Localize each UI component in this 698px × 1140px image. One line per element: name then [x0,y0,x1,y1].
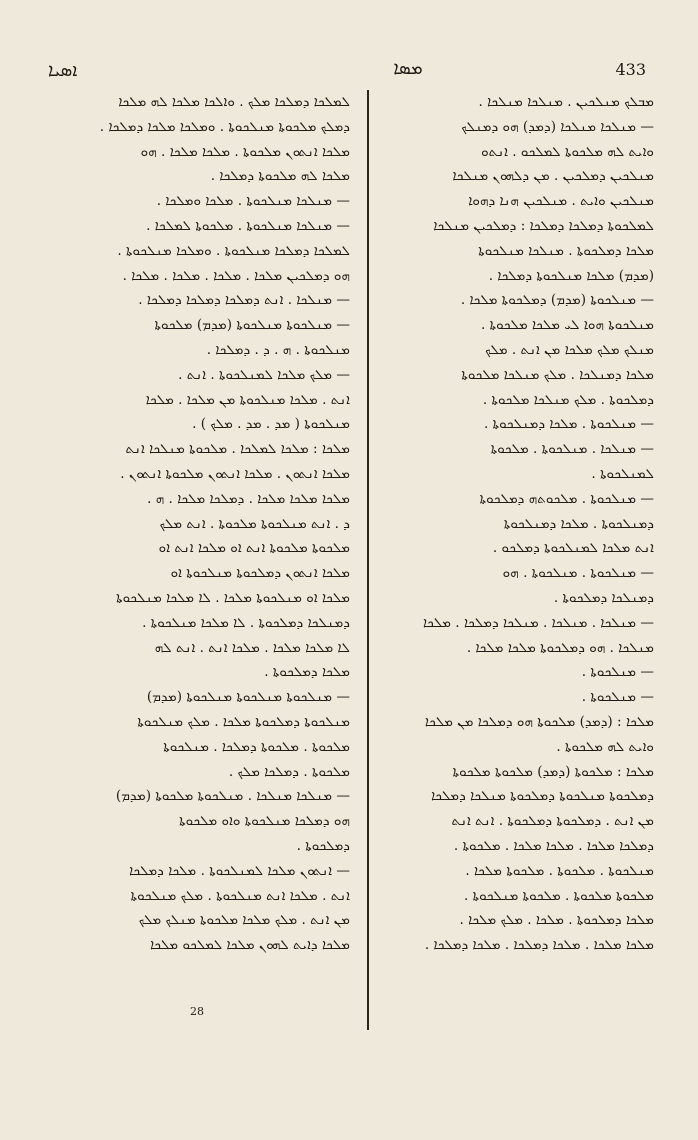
header-center-word: ܡܣܐ [393,58,423,79]
column-divider [367,90,369,1030]
text-line: — ܡܢܠܟܘܬܐ . [581,689,654,706]
text-line: ܘܐܝܬ ܠܗ ܡܠܟܘܬܐ ܠܡܠܟܘ . ܐܢܬܘ [481,143,654,160]
left-column-text [50,90,350,1030]
text-line: ܠܡܠܟܘܬܐ ܕܡܠܟܐ ܕܡܠܟܐ : ܕܡܠܟܝܢ ܡܢܠܟܐ [433,217,654,234]
text-line: ܡܠܟܘܬܐ . ܕܡܠܟܐ ܡܠܟ . [228,763,350,780]
text-line: — ܡܢܠܟܐ ܡܢܠܟܐ . ܡܢܠܟܘܬܐ ܡܠܟܘܬܐ (ܡܕܡ) [115,788,350,805]
text-line: ܕ . ܐܢܬ ܡܢܠܟܘܬܐ ܡܠܟܘܬܐ . ܐܢܬ ܡܠܟ [159,515,350,532]
text-line: ܡܠܟܐ : (ܕܡܕ) ܡܠܟܘܬܐ ܗܘ ܕܡܠܟܐ ܡܢ ܡܠܟܐ [424,713,654,730]
text-line: ܡܠܟܐ ܠܗ ܡܠܟܘܬܐ ܕܡܠܟܐ . [210,168,350,185]
text-line: ܡܠܟܐ ܡܠܟܐ ܡܠܟܐ . ܕܡܠܟܐ ܡܠܟܐ . ܗ . [147,490,350,507]
folio-number: 28 [190,1005,204,1018]
text-line: ܡܢ ܐܢܬ . ܕܡܠܟܘܬܐ ܕܡܠܟܘܬܐ . ܐܢܬ ܐܢܬ [451,813,654,830]
text-line: — ܡܢܠܟܘܬܐ . ܡܠܟܘܬܗ ܕܡܠܟܘܬܐ [479,490,654,507]
text-line: ܐܢܬ ܡܠܟܐ ܠܡܢܠܟܘܬܐ ܕܡܠܟܘ . [492,540,654,557]
text-line: ܡܠܟܐ ܕܡܠܟܘܬܐ . ܡܢܠܟܐ ܡܢܠܟܘܬܐ [478,242,654,259]
text-line: — ܡܢܠܟܐ . ܡܢܠܟܘܬܐ . ܡܠܟܘܬܐ [490,441,654,458]
text-line: ܐܢܬ . ܡܠܟܐ ܐܢܬ ܡܢܠܟܘܬܐ . ܡܠܟ ܡܢܠܟܘܬܐ [130,887,350,904]
text-line: ܡܠܟܐ ܕܐܝܬ ܠܗܘܢ ܡܠܟܐ ܠܡܠܟܘ ܡܠܟܐ [150,937,350,954]
text-line: ܐܢܬ . ܡܠܟܐ ܡܢܠܟܘܬܐ ܡܢ ܡܠܟܐ . ܡܠܟܐ [145,391,350,408]
text-line: ܡܢܠܟܘܬܐ ܕܡܠܟܘܬܐ ܡܠܟܐ . ܡܠܟ ܡܢܠܟܘܬܐ [137,713,350,730]
text-line: — ܡܢܠܟܘܬܐ . ܡܢܠܟܘܬܐ . ܗܘ [502,565,654,582]
text-line: ܡܠܟܐ : ܡܠܟܘܬܐ (ܕܡܕ) ܡܠܟܘܬܐ ܡܠܟܘܬܐ [452,763,654,780]
text-line: ܡܠܟܐ ܐܢܬܘܢ ܡܠܟܘܬܐ . ܡܠܟܐ ܡܠܟܐ . ܗܘ [140,143,350,160]
text-line: — ܡܢܠܟܐ ܡܢܠܟܐ (ܕܡܕ) ܗܘ ܕܡܢܠܟ [461,118,654,135]
text-line: ܡܠܟܐ ܕܡܢܠܟܐ . ܡܠܟ ܡܢܠܟܐ ܡܠܟܘܬܐ [461,366,654,383]
text-line: ܗܘ ܕܡܠܟܝܢ ܡܠܟܐ . ܡܠܟܐ . ܡܠܟܐ . ܡܠܟܐ . [122,267,350,284]
text-line: ܡܢܠܟ ܡܠܟ ܡܠܟܐ ܡܢ ܐܢܬ . ܡܠܟ [485,341,654,358]
text-line: ܡܢܠܟܘܬܐ . ܗ . ܕ . ܕܡܠܟܐ . [206,341,350,358]
text-line: ܡܢܠܟܘܬܐ ( ܡܕ . ܡܕ . ܡܠܟ ) . [192,416,350,433]
text-line: ܗܘ ܕܡܠܟܐ ܡܢܠܟܘܬܐ ܘܐܘ ܡܠܟܘܬܐ [179,813,350,830]
text-line: — ܡܢܠܟܘܬܐ ܡܢܠܟܘܬܐ ܡܢܠܟܘܬܐ (ܡܕܡ) [146,689,350,706]
text-line: ܡܢ ܐܢܬ . ܡܠܟ ܡܠܟܐ ܡܠܟܘܬܐ ܡܢܠܟ ܡܠܟ [138,912,350,929]
text-line: — ܡܢܠܟܘܬܐ . [581,664,654,681]
text-line: — ܡܢܠܟܘܬܐ (ܡܕܡ) ܕܡܠܟܘܬܐ ܡܠܟܐ . [460,292,654,309]
text-line: — ܡܠܟ ܡܠܟܐ ܠܡܢܠܟܘܬܐ . ܐܢܬ . [178,366,350,383]
text-line: ܡܠܟܘܬܐ . ܡܠܟܘܬܐ ܕܡܠܟܐ . ܡܢܠܟܘܬܐ [163,738,350,755]
text-line: ܡܠܟܘܬܐ ܡܠܟܘܬܐ . ܡܠܟܘܬܐ ܡܢܠܟܘܬܐ . [463,887,654,904]
text-line: ܡܢܠܟܝܢ ܕܡܠܟܝܢ . ܡܢ ܕܠܗܘܢ ܡܢܠܟܐ [452,168,654,185]
text-line: ܠܡܢܠܟܘܬܐ . [591,465,654,482]
text-line: ܡܠܟܐ ܐܘ ܡܢܠܟܘܬܐ ܡܠܟܐ . ܠܐ ܡܠܟܐ ܡܢܠܟܘܬܐ [116,589,350,606]
text-line: ܕܡܠܟܘܬܐ . ܡܠܟ ܡܢܠܟܐ ܡܠܟܘܬܐ . [482,391,654,408]
text-line: (ܡܕܡ) ܡܠܟܐ ܡܢܠܟܘܬܐ ܕܡܠܟܐ . [488,267,654,284]
text-line: ܡܠܟܐ ܕܡܠܟܘܬܐ . ܡܠܟܐ . ܡܠܟ ܡܠܟܐ . [459,912,654,929]
text-line: ܡܠܟܐ ܐܢܬܘܢ . ܡܠܟܐ ܐܢܬܘܢ ܡܠܟܘܬܐ ܐܢܬܘܢ . [120,465,350,482]
text-line: ܡܢܠܟܘܬܐ ܗܘܐ ܠܝ ܡܠܟܐ ܡܠܟܘܬܐ . [480,317,654,334]
text-line: ܡܒܠܟ ܡܢܠܟܝܢ . ܡܢܠܟܐ ܡܢܠܟܐ . [478,94,654,110]
text-line: — ܡܢܠܟܐ ܡܢܠܟܘܬܐ . ܡܠܟܐ ܘܡܠܟܐ . [156,193,350,210]
text-line: ܡܠܟܐ ܕܡܠܟܘܬܐ . [264,664,350,681]
text-line: ܡܢܠܟܐ . ܗܘ ܕܡܠܟܘܬܐ ܡܠܟܐ ܡܠܟܐ . [466,639,654,656]
text-line: ܕܡܢܠܟܐ ܕܡܠܟܘܬܐ . ܠܐ ܡܠܟܐ ܡܢܠܟܘܬܐ . [142,614,350,631]
text-line: — ܡܢܠܟܐ . ܡܢܠܟܐ . ܡܢܠܟܐ ܕܡܠܟܐ . ܡܠܟܐ [422,614,654,631]
text-line: ܠܡܠܟܐ ܕܡܠܟܐ ܡܢܠܟܘܬܐ . ܘܡܠܟܐ ܡܢܠܟܘܬܐ . [117,242,350,259]
text-line: — ܐܢܬܘܢ ܡܠܟܐ ܠܡܢܠܟܘܬܐ . ܡܠܟܐ ܕܡܠܟܐ [129,862,350,879]
page-number: 433 [615,60,646,79]
text-line: — ܡܢܠܟܘܬܐ ܡܢܠܟܘܬܐ (ܡܕܡ) ܡܠܟܘܬܐ [154,317,350,334]
text-line: ܕܡܠܟܘܬܐ ܡܢܠܟܘܬܐ ܕܡܠܟܘܬܐ ܡܢܠܟܐ ܕܡܠܟܐ [431,788,654,805]
text-line: ܡܠܟܐ ܐܢܬܘܢ ܕܡܠܟܘܬܐ ܡܢܠܟܘܬܐ ܐܘ [170,565,350,582]
text-line: ܠܡܠܟܐ ܕܡܠܟܐ ܡܠܟ . ܘܐܠܟܐ ܡܠܟܐ ܠܗ ܡܠܟܐ [118,94,350,110]
text-line: — ܡܢܠܟܘܬܐ . ܡܠܟܐ ܕܡܢܠܟܘܬܐ . [484,416,654,433]
text-line: ܕܡܢܠܟܐ ܕܡܠܟܘܬܐ . [553,589,654,606]
text-line: ܕܡܢܠܟܘܬܐ . ܡܠܟܐ ܕܡܢܠܟܘܬܐ [503,515,654,532]
text-line: ܡܠܟܐ : ܡܠܟܐ ܠܡܠܟܐ . ܡܠܟܘܬܐ ܡܢܠܟܐ ܐܢܬ [125,441,350,458]
running-header [48,56,646,82]
text-line: ܕܡܠܟ ܡܠܟܘܬܐ ܡܢܠܟܘܬܐ . ܘܡܠܟܐ ܡܠܟܐ ܕܡܠܟܐ . [99,118,350,135]
text-line: ܕܡܠܟܘܬܐ . [296,837,350,854]
header-left-word: ܐܣܝܐ [48,60,78,81]
text-line: ܡܠܟܐ ܡܠܟܐ . ܡܠܟܐ ܕܡܠܟܐ . ܡܠܟܐ ܕܡܠܟܐ . [424,937,654,954]
text-line: — ܡܢܠܟܐ ܡܢܠܟܘܬܐ . ܡܠܟܘܬܐ ܠܡܠܟܐ . [146,217,350,234]
text-line: ܠܐ ܡܠܟܐ ܡܠܟܐ . ܡܠܟܐ ܐܢܬ . ܐܢܬ ܠܗ [154,639,350,656]
right-column-text [386,90,654,1030]
text-line: ܘܐܝܬ ܠܗ ܡܠܟܘܬܐ . [556,738,654,755]
text-line: ܡܠܟܘܬܐ ܡܠܟܘܬܐ ܐܢܬ ܐܘ ܡܠܟܐ ܐܢܬ ܐܘ [158,540,350,557]
text-line: ܡܢܠܟܝܢ ܘܐܝܬ . ܡܢܠܟܝܢ ܗܢܐ ܕܗܘܐ [468,193,654,210]
text-line: ܕܡܠܟܐ ܡܠܟܐ . ܡܠܟܐ ܡܠܟܐ . ܡܠܟܘܬܐ . [453,837,654,854]
text-line: — ܡܢܠܟܐ . ܐܢܬ ܕܡܠܟܐ ܕܡܠܟܐ ܕܡܠܟܐ . [138,292,350,309]
text-line: ܡܢܠܟܘܬܐ . ܡܠܟܘܬܐ . ܡܠܟܘܬܐ ܡܠܟܐ . [465,862,654,879]
